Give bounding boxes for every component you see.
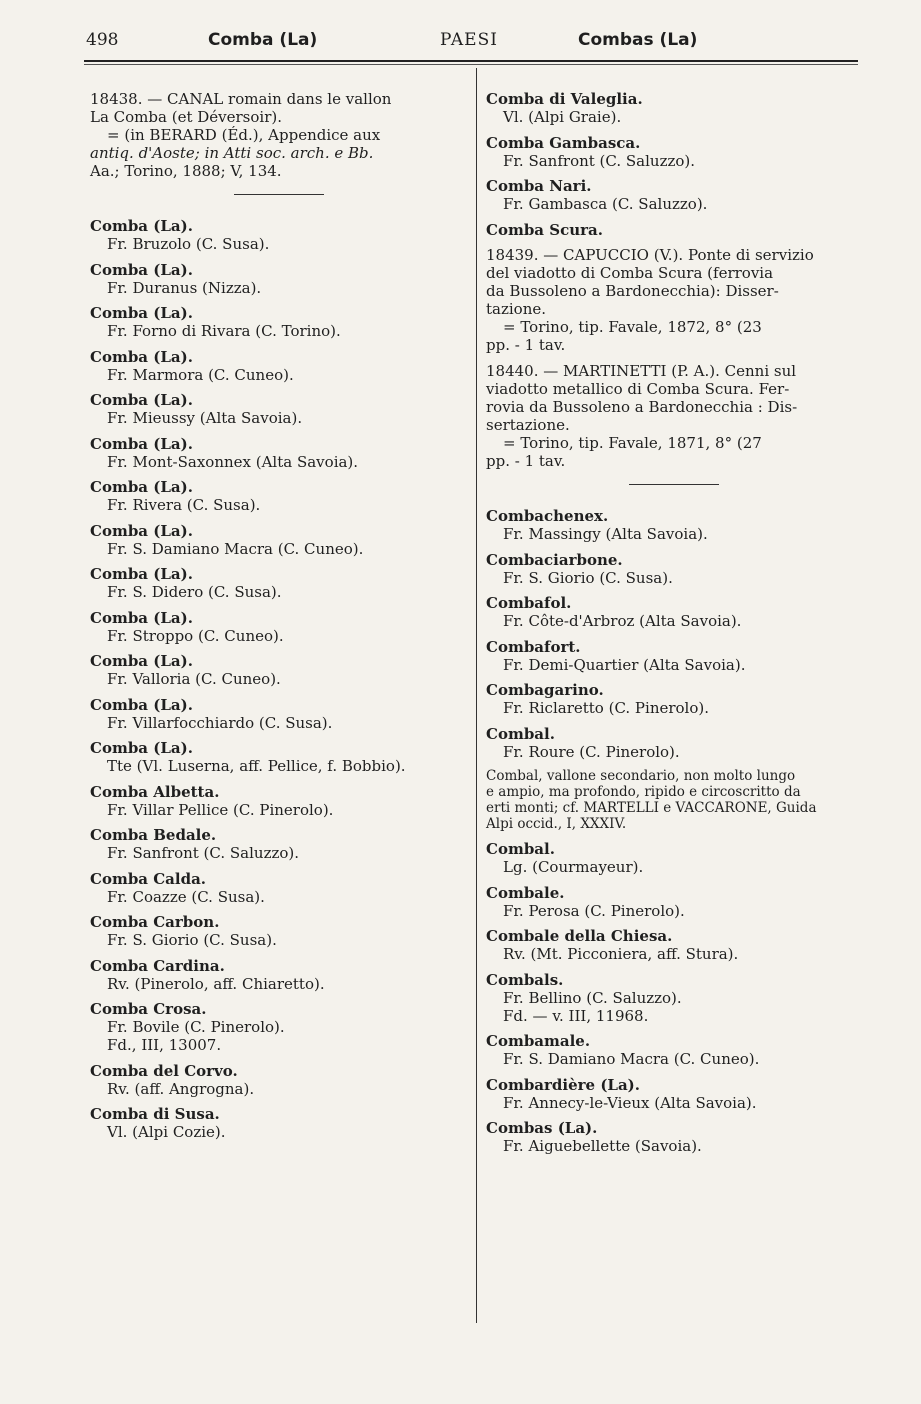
entry-heading: Combachenex.	[486, 507, 609, 525]
entry-heading: Comba (La).	[90, 565, 193, 583]
citation-18438	[90, 90, 468, 180]
entry-location: Fr. S. Giorio (C. Susa).	[503, 568, 673, 587]
list-item	[486, 1119, 862, 1155]
entry-heading: Comba (La).	[90, 478, 193, 496]
entry-location: Rv. (Mt. Picconiera, aff. Stura).	[503, 945, 739, 963]
list-item	[486, 551, 862, 587]
running-header	[86, 30, 856, 60]
entry-heading: Comba (La).	[90, 695, 193, 714]
citation-line: da Bussoleno a Bardonecchia): Disser-	[486, 282, 779, 300]
list-item	[486, 681, 862, 717]
list-item	[486, 507, 862, 543]
citation-line: = Torino, tip. Favale, 1871, 8° (27	[503, 434, 762, 452]
citation-line: 18440. — MARTINETTI (P. A.). Cenni sul	[486, 362, 797, 380]
entry-location: Fr. Villarfocchiardo (C. Susa).	[107, 713, 333, 732]
entry-location: Vl. (Alpi Cozie).	[107, 1123, 226, 1141]
entry-heading: Comba (La).	[90, 521, 193, 540]
left-column	[90, 90, 468, 1149]
list-item	[90, 957, 468, 993]
entry-heading: Comba (La).	[90, 434, 193, 453]
entry-reference: Fd. — v. III, 11968.	[503, 1006, 649, 1025]
list-item	[90, 348, 468, 384]
list-item	[90, 1000, 468, 1054]
citation-line: 18438. — CANAL romain dans le vallon	[90, 90, 392, 108]
entry-heading: Combal.	[486, 840, 555, 858]
list-item	[486, 594, 862, 630]
list-item	[90, 696, 468, 732]
header-center-title: PAESI	[440, 30, 498, 50]
list-item	[90, 565, 468, 601]
entry-heading: Combaciarbone.	[486, 550, 623, 569]
entry-location: Fr. S. Damiano Macra (C. Cuneo).	[107, 539, 364, 558]
list-item	[90, 435, 468, 471]
combal-note	[486, 768, 862, 832]
entry-location: Rv. (aff. Angrogna).	[107, 1079, 255, 1098]
list-item	[486, 638, 862, 674]
entry-location: Fr. Côte-d'Arbroz (Alta Savoia).	[503, 612, 742, 630]
entry-location: Fr. Sanfront (C. Saluzzo).	[107, 844, 300, 862]
entry-location: Fr. S. Damiano Macra (C. Cuneo).	[503, 1050, 760, 1068]
entry-heading: Comba Cardina.	[90, 956, 225, 975]
entry-heading: Combas (La).	[486, 1119, 598, 1137]
entry-heading: Comba (La).	[90, 739, 193, 757]
entry-location: Fr. Demi-Quartier (Alta Savoia).	[503, 655, 746, 674]
note-line: erti monti; cf. MARTELLI e VACCARONE, Guida	[486, 800, 817, 816]
entry-heading: Comba Scura.	[486, 220, 603, 239]
entry-heading: Comba (La).	[90, 391, 193, 409]
list-item	[90, 478, 468, 514]
right-column	[486, 90, 862, 1163]
entry-location: Fr. Coazze (C. Susa).	[107, 887, 265, 906]
entry-location: Fr. Roure (C. Pinerolo).	[503, 742, 680, 761]
entry-location: Fr. Bruzolo (C. Susa).	[107, 235, 270, 253]
list-item	[90, 913, 468, 949]
citation-line: del viadotto di Comba Scura (ferrovia	[486, 264, 774, 282]
list-item	[90, 217, 468, 253]
list-item	[90, 304, 468, 340]
citation-line: antiq. d'Aoste; in Atti soc. arch. e Bb.	[90, 144, 374, 162]
header-rule	[84, 60, 858, 62]
section-separator	[234, 194, 324, 195]
left-entry-list	[90, 217, 468, 1141]
entry-location: Rv. (Pinerolo, aff. Chiaretto).	[107, 974, 325, 993]
header-rule-thin	[84, 64, 858, 65]
citation-line: pp. - 1 tav.	[486, 452, 566, 470]
citation-line: 18439. — CAPUCCIO (V.). Ponte di servizio	[486, 246, 814, 264]
entry-heading: Comba Gambasca.	[486, 133, 641, 152]
entry-location: Fr. Valloria (C. Cuneo).	[107, 670, 281, 688]
entry-heading: Combale della Chiesa.	[486, 927, 673, 945]
entry-location: Fr. Gambasca (C. Saluzzo).	[503, 195, 708, 213]
entry-location: Fr. Aiguebellette (Savoia).	[503, 1137, 702, 1155]
entry-location: Tte (Vl. Luserna, aff. Pellice, f. Bobbio).	[107, 757, 406, 775]
entry-heading: Comba (La).	[90, 347, 193, 366]
citation-line: viadotto metallico di Comba Scura. Fer-	[486, 380, 790, 398]
entry-heading: Combafol.	[486, 594, 572, 612]
list-item	[486, 1076, 862, 1112]
entry-location: Fr. Riclaretto (C. Pinerolo).	[503, 699, 710, 717]
citation-line: sertazione.	[486, 416, 570, 434]
entry-location: Fr. Villar Pellice (C. Pinerolo).	[107, 800, 334, 819]
list-item	[90, 1105, 468, 1141]
note-line: Combal, vallone secondario, non molto lungo	[486, 768, 796, 784]
entry-location: Lg. (Courmayeur).	[503, 858, 644, 876]
entry-heading: Combale.	[486, 883, 565, 902]
list-item	[90, 522, 468, 558]
list-item	[90, 261, 468, 297]
list-item	[486, 134, 862, 170]
entry-heading: Combafort.	[486, 637, 581, 656]
entry-heading: Comba (La).	[90, 260, 193, 279]
entry-location: Fr. Bovile (C. Pinerolo).	[107, 1018, 285, 1036]
entry-heading: Combamale.	[486, 1032, 591, 1050]
list-item	[486, 840, 862, 876]
entry-heading: Combals.	[486, 970, 564, 989]
list-item	[486, 884, 862, 920]
entry-location: Fr. Mieussy (Alta Savoia).	[107, 409, 303, 427]
header-right-title: Combas (La)	[578, 30, 698, 50]
entry-location: Fr. Stroppo (C. Cuneo).	[107, 626, 284, 645]
section-separator	[629, 484, 719, 485]
entry-location: Fr. Massingy (Alta Savoia).	[503, 525, 708, 543]
list-item	[486, 725, 862, 761]
entry-heading: Comba di Valeglia.	[486, 90, 643, 108]
header-left-title: Comba (La)	[208, 30, 318, 50]
entry-heading: Comba Calda.	[90, 869, 207, 888]
entry-location: Fr. Annecy-le-Vieux (Alta Savoia).	[503, 1093, 757, 1112]
citation-line: La Comba (et Déversoir).	[90, 108, 282, 126]
entry-location: Fr. Sanfront (C. Saluzzo).	[503, 151, 696, 170]
entry-location: Fr. Mont-Saxonnex (Alta Savoia).	[107, 452, 359, 471]
list-item	[486, 971, 862, 1025]
note-line: e ampio, ma profondo, ripido e circoscritto da	[486, 784, 801, 800]
note-line: Alpi occid., I, XXXIV.	[486, 816, 627, 832]
entry-reference: Fd., III, 13007.	[107, 1036, 222, 1054]
entry-location: Fr. Marmora (C. Cuneo).	[107, 365, 294, 384]
citation-18439	[486, 246, 862, 354]
citation-line: pp. - 1 tav.	[486, 336, 566, 354]
entry-heading: Comba Crosa.	[90, 1000, 207, 1018]
entry-heading: Comba di Susa.	[90, 1105, 220, 1123]
entry-heading: Comba del Corvo.	[90, 1061, 238, 1080]
entry-heading: Combal.	[486, 724, 555, 743]
entry-heading: Combardière (La).	[486, 1075, 641, 1094]
list-item	[90, 391, 468, 427]
entry-location: Fr. Perosa (C. Pinerolo).	[503, 901, 685, 920]
citation-line: rovia da Bussoleno a Bardonecchia : Dis-	[486, 398, 798, 416]
entry-heading: Comba (La).	[90, 652, 193, 670]
list-item	[90, 652, 468, 688]
entry-heading: Comba Albetta.	[90, 782, 220, 801]
list-item	[90, 870, 468, 906]
list-item	[90, 609, 468, 645]
entry-location: Fr. Bellino (C. Saluzzo).	[503, 988, 682, 1007]
list-item	[486, 221, 862, 239]
entry-heading: Comba Carbon.	[90, 913, 220, 931]
list-item	[90, 739, 468, 775]
citation-line: = (in BERARD (Éd.), Appendice aux	[107, 126, 381, 144]
entry-heading: Comba (La).	[90, 608, 193, 627]
entry-location: Fr. Duranus (Nizza).	[107, 278, 262, 297]
entry-heading: Comba (La).	[90, 304, 193, 322]
citation-18440	[486, 362, 862, 470]
list-item	[486, 1032, 862, 1068]
entry-heading: Comba Bedale.	[90, 826, 217, 844]
citation-line: tazione.	[486, 300, 547, 318]
entry-location: Fr. S. Didero (C. Susa).	[107, 583, 282, 601]
list-item	[486, 927, 862, 963]
entry-location: Vl. (Alpi Graie).	[503, 108, 622, 126]
entry-location: Fr. S. Giorio (C. Susa).	[107, 931, 277, 949]
entry-heading: Comba Nari.	[486, 177, 592, 195]
entry-location: Fr. Rivera (C. Susa).	[107, 496, 261, 514]
list-item	[90, 1062, 468, 1098]
entry-heading: Combagarino.	[486, 681, 604, 699]
entry-heading: Comba (La).	[90, 217, 193, 235]
page-number: 498	[86, 30, 119, 50]
list-item	[90, 826, 468, 862]
column-divider	[476, 68, 477, 1323]
list-item	[486, 177, 862, 213]
citation-line: = Torino, tip. Favale, 1872, 8° (23	[503, 318, 762, 336]
list-item	[90, 783, 468, 819]
citation-line: Aa.; Torino, 1888; V, 134.	[90, 162, 282, 180]
list-item	[486, 90, 862, 126]
entry-location: Fr. Forno di Rivara (C. Torino).	[107, 322, 341, 340]
